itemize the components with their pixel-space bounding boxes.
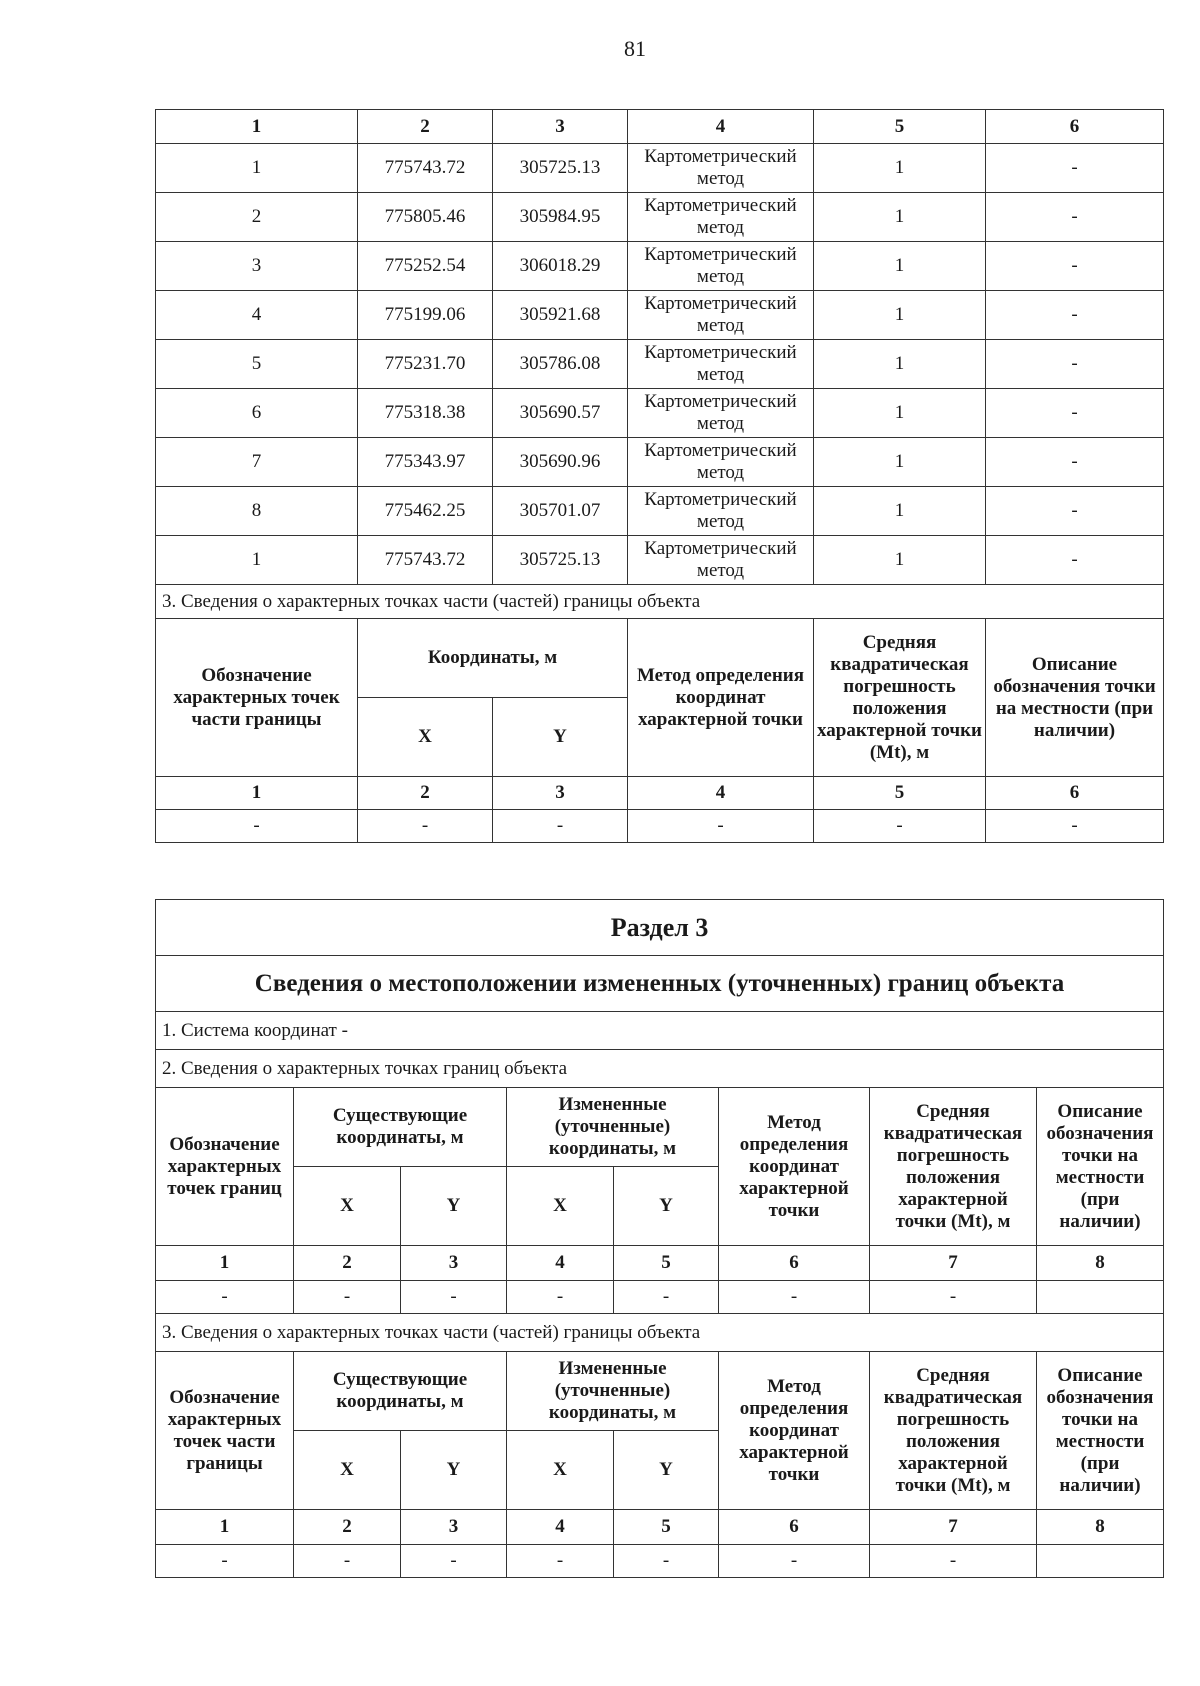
- header-point: Обозначение характерных точек части границы: [156, 619, 358, 777]
- col-number: 6: [986, 110, 1164, 144]
- header-x: X: [507, 1167, 614, 1246]
- part-column-number-row: [156, 1510, 1164, 1545]
- col-number: 6: [719, 1510, 870, 1545]
- method-cell: Картометрический метод: [628, 340, 814, 389]
- empty-cell: -: [614, 1281, 719, 1314]
- col-number: 2: [294, 1510, 401, 1545]
- section3-table: [155, 899, 1164, 1578]
- empty-cell: -: [870, 1281, 1037, 1314]
- header-y: Y: [614, 1431, 719, 1510]
- mt-cell: 1: [814, 536, 986, 585]
- header-desc: Описание обозначения точки на местности (при наличии): [986, 619, 1164, 777]
- x-coord-cell: 775231.70: [358, 340, 493, 389]
- col-number: 2: [358, 110, 493, 144]
- empty-cell: -: [156, 1281, 294, 1314]
- points-label: 2. Сведения о характерных точках границ объекта: [156, 1050, 1164, 1088]
- table-row: [156, 193, 1164, 242]
- point-id-cell: 5: [156, 340, 358, 389]
- col-number: 1: [156, 777, 358, 810]
- mt-cell: 1: [814, 438, 986, 487]
- point-id-cell: 1: [156, 144, 358, 193]
- empty-cell: -: [628, 810, 814, 843]
- col-number: 6: [986, 777, 1164, 810]
- header-y: Y: [401, 1167, 507, 1246]
- section-subtitle-row: [156, 956, 1164, 1012]
- section-title: Раздел 3: [156, 900, 1164, 956]
- col-number: 4: [507, 1246, 614, 1281]
- section-title-row: [156, 900, 1164, 956]
- col-number: 1: [156, 110, 358, 144]
- y-coord-cell: 305725.13: [493, 536, 628, 585]
- column-number-row: [156, 110, 1164, 144]
- x-coord-cell: 775743.72: [358, 536, 493, 585]
- col-number: 3: [493, 777, 628, 810]
- coord-system-row: [156, 1012, 1164, 1050]
- y-coord-cell: 306018.29: [493, 242, 628, 291]
- mt-cell: 1: [814, 487, 986, 536]
- header-desc: Описание обозначения точки на местности (при наличии): [1037, 1088, 1164, 1246]
- empty-cell: -: [986, 810, 1164, 843]
- y-coord-cell: 305984.95: [493, 193, 628, 242]
- point-id-cell: 3: [156, 242, 358, 291]
- mt-cell: 1: [814, 144, 986, 193]
- x-coord-cell: 775252.54: [358, 242, 493, 291]
- header-y: Y: [401, 1431, 507, 1510]
- mt-cell: 1: [814, 291, 986, 340]
- mt-cell: 1: [814, 242, 986, 291]
- description-cell: -: [986, 487, 1164, 536]
- header-method: Метод определения координат характерной точки: [719, 1352, 870, 1510]
- part-column-header-row: [156, 1352, 1164, 1431]
- point-id-cell: 1: [156, 536, 358, 585]
- method-cell: Картометрический метод: [628, 291, 814, 340]
- part-label: 3. Сведения о характерных точках части (частей) границы объекта: [156, 1314, 1164, 1352]
- empty-cell: [1037, 1281, 1164, 1314]
- empty-cell: -: [294, 1545, 401, 1578]
- header-existing: Существующие координаты, м: [294, 1088, 507, 1167]
- x-coord-cell: 775318.38: [358, 389, 493, 438]
- method-cell: Картометрический метод: [628, 144, 814, 193]
- x-coord-cell: 775199.06: [358, 291, 493, 340]
- header-mt: Средняя квадратическая погрешность положения характерной точки (Mt), м: [814, 619, 986, 777]
- method-cell: Картометрический метод: [628, 242, 814, 291]
- empty-cell: -: [156, 1545, 294, 1578]
- method-cell: Картометрический метод: [628, 389, 814, 438]
- empty-row: [156, 1281, 1164, 1314]
- x-coord-cell: 775743.72: [358, 144, 493, 193]
- description-cell: -: [986, 536, 1164, 585]
- column-header-row: [156, 619, 1164, 698]
- col-number: 4: [507, 1510, 614, 1545]
- header-desc: Описание обозначения точки на местности (при наличии): [1037, 1352, 1164, 1510]
- header-existing: Существующие координаты, м: [294, 1352, 507, 1431]
- col-number: 5: [814, 110, 986, 144]
- col-number: 3: [401, 1246, 507, 1281]
- boundary-points-table: [155, 109, 1164, 843]
- section-subtitle: Сведения о местоположении измененных (уточненных) границ объекта: [156, 956, 1164, 1012]
- empty-cell: -: [401, 1545, 507, 1578]
- header-y: Y: [493, 698, 628, 777]
- point-rows: [156, 144, 1164, 585]
- header-y: Y: [614, 1167, 719, 1246]
- col-number: 8: [1037, 1510, 1164, 1545]
- header-method: Метод определения координат характерной точки: [719, 1088, 870, 1246]
- description-cell: -: [986, 291, 1164, 340]
- y-coord-cell: 305786.08: [493, 340, 628, 389]
- section-label: 3. Сведения о характерных точках части (частей) границы объекта: [156, 585, 1164, 619]
- table-row: [156, 291, 1164, 340]
- method-cell: Картометрический метод: [628, 438, 814, 487]
- col-number: 2: [358, 777, 493, 810]
- header-method: Метод определения координат характерной точки: [628, 619, 814, 777]
- table-row: [156, 242, 1164, 291]
- empty-cell: -: [614, 1545, 719, 1578]
- column-number-row: [156, 777, 1164, 810]
- empty-cell: -: [507, 1545, 614, 1578]
- description-cell: -: [986, 340, 1164, 389]
- col-number: 1: [156, 1246, 294, 1281]
- col-number: 6: [719, 1246, 870, 1281]
- header-changed: Измененные (уточненные) координаты, м: [507, 1088, 719, 1167]
- table-row: [156, 340, 1164, 389]
- header-part-point: Обозначение характерных точек части границы: [156, 1352, 294, 1510]
- col-number: 5: [614, 1246, 719, 1281]
- description-cell: -: [986, 438, 1164, 487]
- col-number: 7: [870, 1246, 1037, 1281]
- description-cell: -: [986, 193, 1164, 242]
- empty-cell: -: [719, 1545, 870, 1578]
- y-coord-cell: 305725.13: [493, 144, 628, 193]
- table-row: [156, 389, 1164, 438]
- header-x: X: [358, 698, 493, 777]
- point-id-cell: 4: [156, 291, 358, 340]
- x-coord-cell: 775462.25: [358, 487, 493, 536]
- point-id-cell: 8: [156, 487, 358, 536]
- col-number: 4: [628, 110, 814, 144]
- header-point: Обозначение характерных точек границ: [156, 1088, 294, 1246]
- page-number: 81: [624, 36, 646, 61]
- table-row: [156, 536, 1164, 585]
- empty-cell: -: [401, 1281, 507, 1314]
- y-coord-cell: 305690.57: [493, 389, 628, 438]
- mt-cell: 1: [814, 193, 986, 242]
- method-cell: Картометрический метод: [628, 487, 814, 536]
- description-cell: -: [986, 389, 1164, 438]
- col-number: 7: [870, 1510, 1037, 1545]
- col-number: 8: [1037, 1246, 1164, 1281]
- empty-cell: -: [507, 1281, 614, 1314]
- point-id-cell: 7: [156, 438, 358, 487]
- points-label-row: [156, 1050, 1164, 1088]
- col-number: 3: [493, 110, 628, 144]
- column-number-row: [156, 1246, 1164, 1281]
- header-x: X: [294, 1431, 401, 1510]
- y-coord-cell: 305921.68: [493, 291, 628, 340]
- description-cell: -: [986, 242, 1164, 291]
- col-number: 3: [401, 1510, 507, 1545]
- coord-system: 1. Система координат -: [156, 1012, 1164, 1050]
- empty-cell: -: [719, 1281, 870, 1314]
- point-id-cell: 2: [156, 193, 358, 242]
- empty-cell: -: [493, 810, 628, 843]
- col-number: 5: [614, 1510, 719, 1545]
- empty-cell: -: [294, 1281, 401, 1314]
- table-row: [156, 144, 1164, 193]
- table-row: [156, 438, 1164, 487]
- header-mt: Средняя квадратическая погрешность положения характерной точки (Mt), м: [870, 1352, 1037, 1510]
- col-number: 2: [294, 1246, 401, 1281]
- part-label-row: [156, 1314, 1164, 1352]
- part-empty-row: [156, 1545, 1164, 1578]
- x-coord-cell: 775343.97: [358, 438, 493, 487]
- column-header-row: [156, 1088, 1164, 1167]
- empty-row: [156, 810, 1164, 843]
- empty-cell: -: [814, 810, 986, 843]
- mt-cell: 1: [814, 340, 986, 389]
- mt-cell: 1: [814, 389, 986, 438]
- empty-cell: -: [156, 810, 358, 843]
- empty-cell: -: [870, 1545, 1037, 1578]
- table-row: [156, 487, 1164, 536]
- x-coord-cell: 775805.46: [358, 193, 493, 242]
- description-cell: -: [986, 144, 1164, 193]
- header-x: X: [507, 1431, 614, 1510]
- empty-cell: [1037, 1545, 1164, 1578]
- empty-cell: -: [358, 810, 493, 843]
- col-number: 5: [814, 777, 986, 810]
- header-mt: Средняя квадратическая погрешность положения характерной точки (Mt), м: [870, 1088, 1037, 1246]
- method-cell: Картометрический метод: [628, 536, 814, 585]
- col-number: 4: [628, 777, 814, 810]
- header-coords: Координаты, м: [358, 619, 628, 698]
- col-number: 1: [156, 1510, 294, 1545]
- point-id-cell: 6: [156, 389, 358, 438]
- header-x: X: [294, 1167, 401, 1246]
- header-changed: Измененные (уточненные) координаты, м: [507, 1352, 719, 1431]
- section-label-row: [156, 585, 1164, 619]
- y-coord-cell: 305690.96: [493, 438, 628, 487]
- y-coord-cell: 305701.07: [493, 487, 628, 536]
- method-cell: Картометрический метод: [628, 193, 814, 242]
